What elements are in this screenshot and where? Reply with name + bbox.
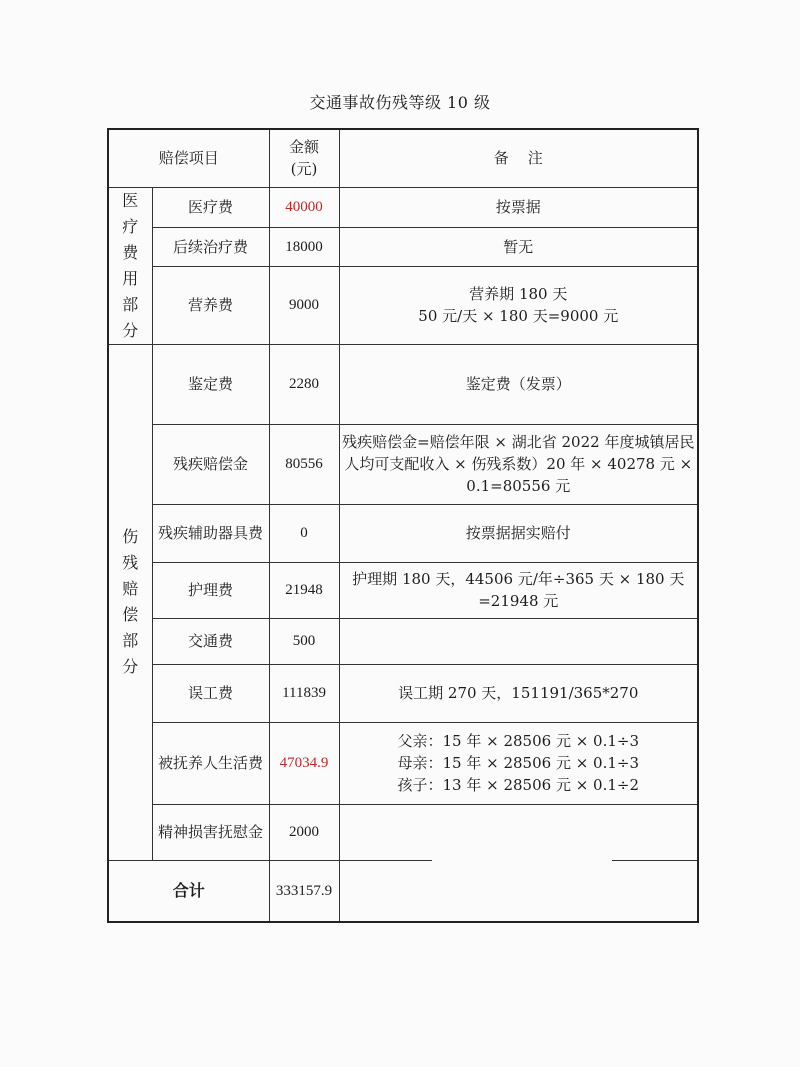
row-item: 残疾辅助器具费 bbox=[152, 504, 269, 562]
row-item: 残疾赔偿金 bbox=[152, 424, 269, 504]
row-item: 营养费 bbox=[152, 267, 269, 344]
row-amount: 9000 bbox=[269, 267, 339, 344]
table-row bbox=[108, 618, 698, 664]
row-item: 被抚养人生活费 bbox=[152, 722, 269, 804]
row-note bbox=[339, 722, 698, 804]
row-note: 误工期 270 天，151191/365*270 bbox=[339, 664, 698, 722]
row-note: 暂无 bbox=[339, 228, 698, 267]
row-amount: 40000 bbox=[269, 187, 339, 228]
row-note: 残疾赔偿金=赔偿年限 × 湖北省 2022 年度城镇居民人均可支配收入 × 伤残系数）20 年 × 40278 元 × 0.1=80556 元 bbox=[339, 424, 698, 504]
dependent-line: 父亲：15 年 × 28506 元 × 0.1÷3 bbox=[397, 732, 640, 750]
row-note: 营养期 180 天 50 元/天 × 180 天=9000 元 bbox=[339, 267, 698, 344]
row-note: 按票据据实赔付 bbox=[339, 504, 698, 562]
row-amount: 2280 bbox=[269, 344, 339, 424]
table-row bbox=[108, 344, 698, 424]
total-amount: 333157.9 bbox=[269, 860, 339, 922]
total-label: 合计 bbox=[108, 860, 269, 922]
table-row bbox=[108, 722, 698, 804]
row-item: 护理费 bbox=[152, 562, 269, 618]
row-note: 鉴定费（发票） bbox=[339, 344, 698, 424]
table-row bbox=[108, 267, 698, 344]
row-note: 护理期 180 天，44506 元/年÷365 天 × 180 天=21948 元 bbox=[339, 562, 698, 618]
table-row bbox=[108, 504, 698, 562]
header-note: 备 注 bbox=[339, 129, 698, 187]
row-amount: 0 bbox=[269, 504, 339, 562]
row-item: 后续治疗费 bbox=[152, 228, 269, 267]
dependent-line: 母亲：15 年 × 28506 元 × 0.1÷3 bbox=[397, 754, 640, 772]
row-amount: 500 bbox=[269, 618, 339, 664]
section-label-medical: 医 疗 费 用 部 分 bbox=[108, 187, 152, 344]
table-row bbox=[108, 562, 698, 618]
table-row bbox=[108, 664, 698, 722]
row-amount: 80556 bbox=[269, 424, 339, 504]
header-row bbox=[108, 129, 698, 187]
row-amount: 47034.9 bbox=[269, 722, 339, 804]
row-amount: 2000 bbox=[269, 804, 339, 860]
section-label-disability: 伤 残 赔 偿 部 分 bbox=[108, 344, 152, 860]
row-item: 误工费 bbox=[152, 664, 269, 722]
row-item: 交通费 bbox=[152, 618, 269, 664]
page-title: 交通事故伤残等级 10 级 bbox=[309, 93, 491, 112]
table-row bbox=[108, 228, 698, 267]
row-amount: 21948 bbox=[269, 562, 339, 618]
header-amount: 金额 (元) bbox=[269, 129, 339, 187]
paper-blot bbox=[432, 850, 612, 920]
row-amount: 18000 bbox=[269, 228, 339, 267]
dependent-line: 孩子：13 年 × 28506 元 × 0.1÷2 bbox=[397, 776, 640, 794]
row-note: 按票据 bbox=[339, 187, 698, 228]
row-item: 医疗费 bbox=[152, 187, 269, 228]
header-item: 赔偿项目 bbox=[108, 129, 269, 187]
row-amount: 111839 bbox=[269, 664, 339, 722]
row-item: 精神损害抚慰金 bbox=[152, 804, 269, 860]
table-row bbox=[108, 187, 698, 228]
row-item: 鉴定费 bbox=[152, 344, 269, 424]
row-note bbox=[339, 618, 698, 664]
compensation-table bbox=[107, 128, 699, 923]
table-row bbox=[108, 424, 698, 504]
